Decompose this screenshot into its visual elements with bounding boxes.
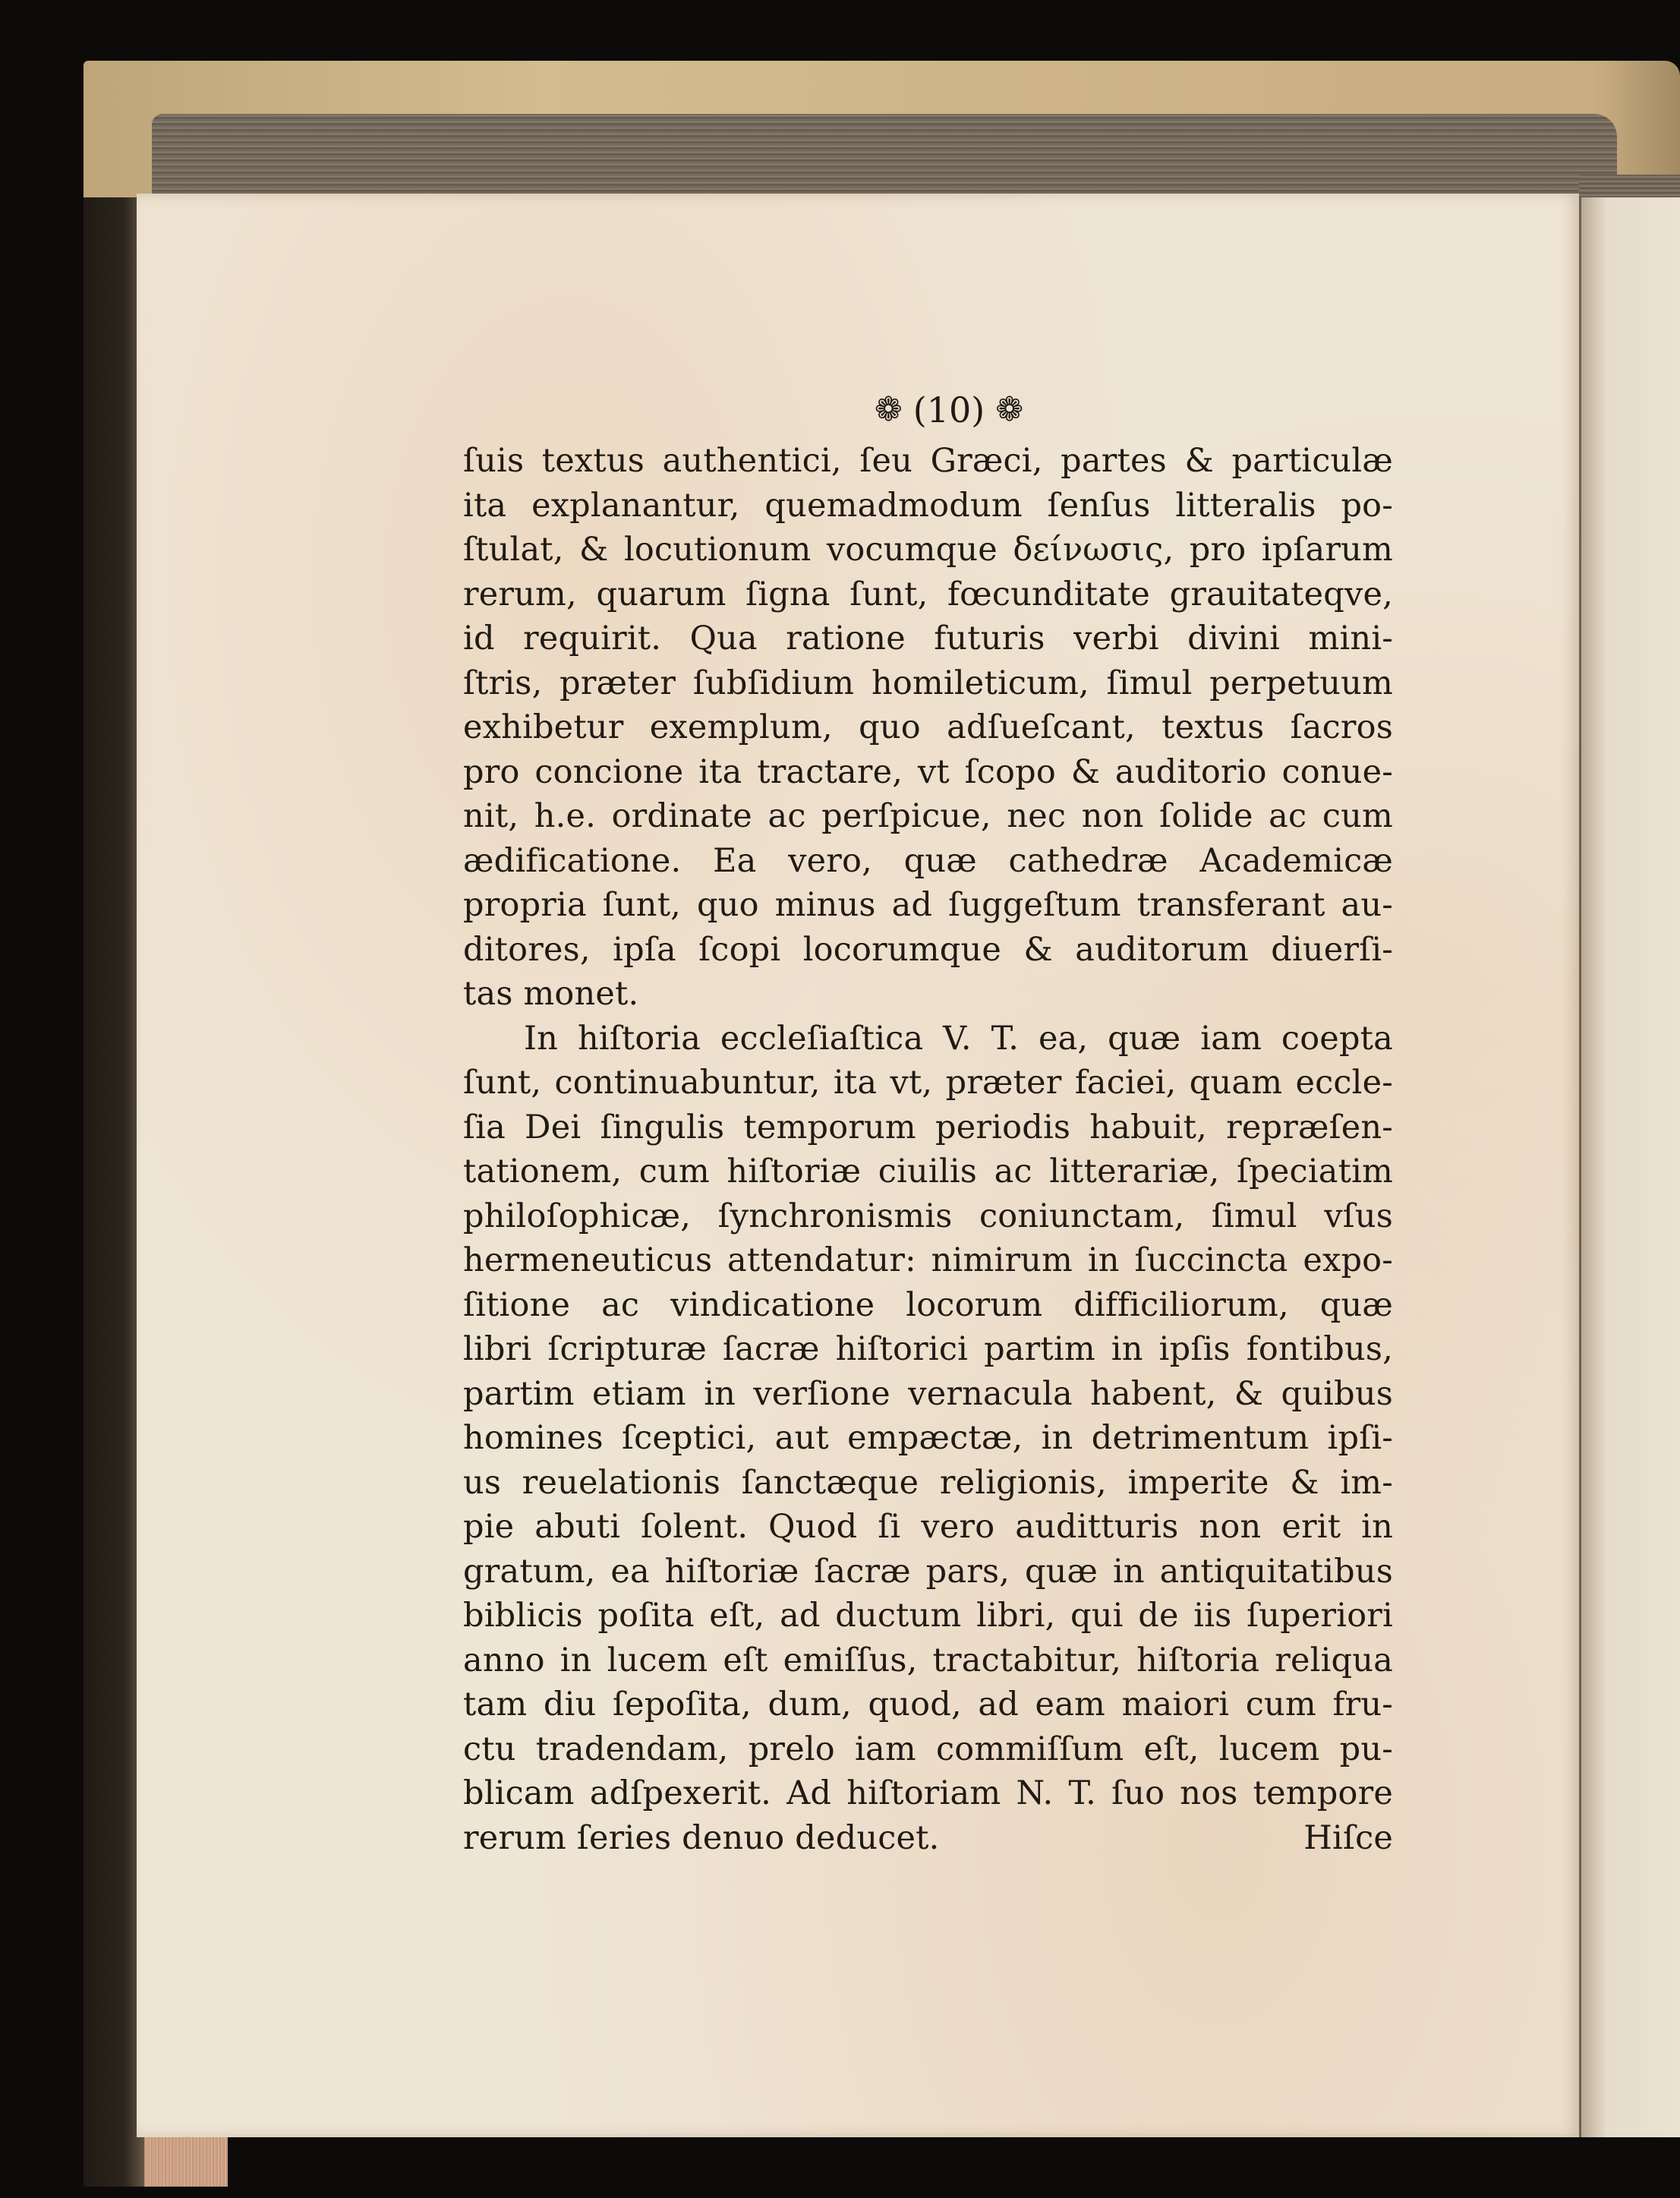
text-line: propria ſunt, quo minus ad ſuggeſtum transferant au- <box>463 886 1393 924</box>
page-header <box>854 383 1044 437</box>
paragraph-start-line: In hiſtoria eccleſiaſtica V. T. ea, quæ iam coepta <box>524 1019 1393 1058</box>
page-number: (10) <box>912 389 985 430</box>
text-line: blicam adſpexerit. Ad hiſtoriam N. T. ſuo nos tempore <box>463 1774 1393 1812</box>
text-line: exhibetur exemplum, quo adſueſcant, textus ſacros <box>463 708 1393 746</box>
text-line: libri ſcripturæ ſacræ hiſtorici partim in ipſis fontibus, <box>463 1330 1393 1368</box>
text-line: us reuelationis ſanctæque religionis, imperite & im- <box>463 1463 1393 1502</box>
final-line <box>463 1816 1393 1861</box>
ornament-right-icon: ❁ <box>995 390 1024 429</box>
final-text: rerum ſeries denuo deducet. <box>463 1818 940 1857</box>
text-line: ædificatione. Ea vero, quæ cathedræ Academicæ <box>463 841 1393 880</box>
text-line: gratum, ea hiſtoriæ ſacræ pars, quæ in antiquitatibus <box>463 1552 1393 1591</box>
text-line: ita explanantur, quemadmodum ſenſus litteralis po- <box>463 486 1393 525</box>
text-line: pro concione ita tractare, vt ſcopo & auditorio conue- <box>463 752 1393 791</box>
text-line: partim etiam in verſione vernacula habent, & quibus <box>463 1374 1393 1413</box>
text-line: tationem, cum hiſtoriæ ciuilis ac litterariæ, ſpeciatim <box>463 1153 1393 1190</box>
text-line: rerum, quarum ſigna ſunt, fœcunditate grauitateqve, <box>463 575 1393 613</box>
text-line: ſuis textus authentici, ſeu Græci, partes & particulæ <box>463 442 1393 480</box>
paragraph-end-line: tas monet. <box>463 975 639 1013</box>
text-line: homines ſceptici, aut empæctæ, in detrimentum ipſi- <box>463 1419 1393 1457</box>
text-line: ctu tradendam, prelo iam commiſſum eſt, lucem pu- <box>463 1730 1393 1768</box>
text-line: nit, h.e. ordinate ac perſpicue, nec non ſolide ac cum <box>463 797 1393 835</box>
text-line: ditores, ipſa ſcopi locorumque & auditorum diuerſi- <box>463 930 1393 969</box>
text-line: hermeneuticus attendatur: nimirum in ſuccincta expo- <box>463 1241 1393 1279</box>
text-line: tam diu ſepoſita, dum, quod, ad eam maiori cum fru- <box>463 1686 1393 1723</box>
catchword: Hiſce <box>1303 1818 1393 1857</box>
text-line: ſtulat, & locutionum vocumque δείνωσις, pro ipſarum <box>463 531 1393 569</box>
text-line: pie abuti ſolent. Quod ſi vero auditturis non erit in <box>463 1508 1393 1546</box>
text-line: ſia Dei ſingulis temporum periodis habuit, repræſen- <box>463 1108 1393 1146</box>
ornament-left-icon: ❁ <box>874 390 903 429</box>
text-line: philoſophicæ, ſynchronismis coniunctam, ſimul vſus <box>463 1197 1393 1235</box>
text-line: anno in lucem eſt emiſſus, tractabitur, hiſtoria reliqua <box>463 1641 1393 1679</box>
text-line: ſitione ac vindicatione locorum difficiliorum, quæ <box>463 1285 1393 1324</box>
facing-page <box>1579 197 1680 2137</box>
text-line: id requirit. Qua ratione futuris verbi divini mini- <box>463 620 1393 658</box>
text-block <box>463 439 1393 1860</box>
text-line: ſtris, præter ſubſidium homileticum, ſimul perpetuum <box>463 664 1393 702</box>
text-line: biblicis poſita eſt, ad ductum libri, qui de iis ſuperiori <box>463 1597 1393 1635</box>
text-line: ſunt, continuabuntur, ita vt, præter faciei, quam eccle- <box>463 1064 1393 1102</box>
